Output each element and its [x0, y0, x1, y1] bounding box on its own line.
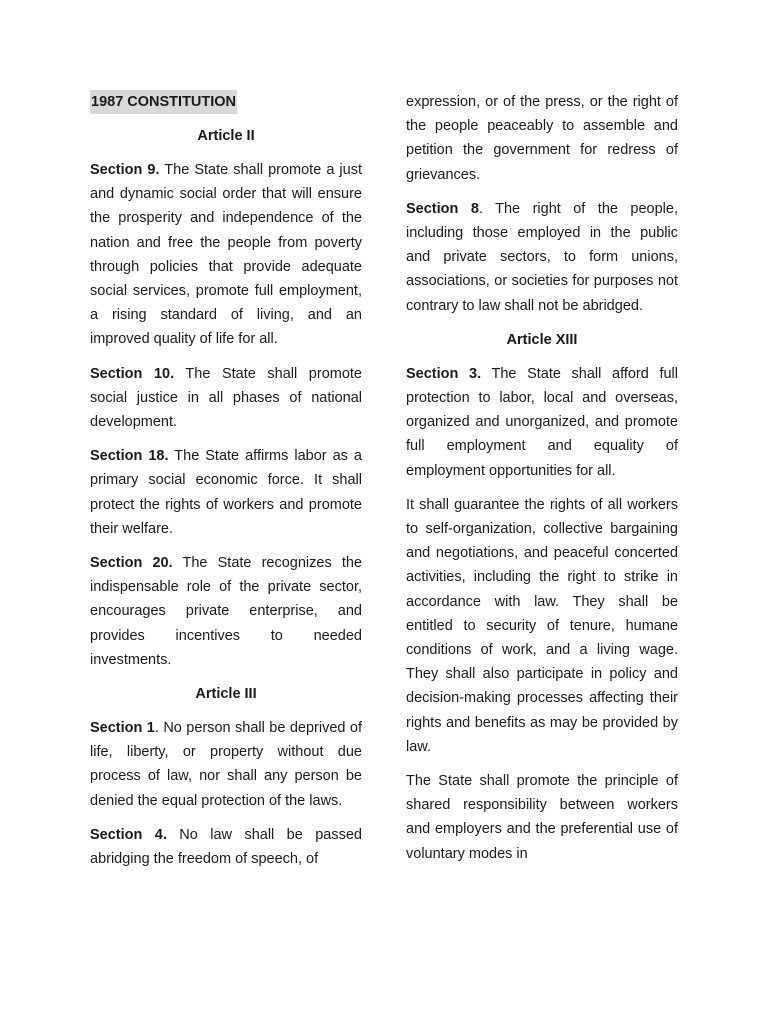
section-label: Section 8 [406, 200, 479, 217]
article-xiii-heading: Article XIII [506, 331, 578, 348]
article-ii-heading: Article II [197, 128, 255, 144]
document-title: 1987 CONSTITUTION [90, 90, 237, 114]
left-column [90, 90, 362, 881]
article-iii-section-8 [406, 197, 678, 318]
article-xiii-paragraph-3: The State shall promote the principle of shared responsibility between workers and employers and the preferential use of voluntary modes in [406, 773, 678, 862]
right-column [406, 90, 678, 876]
article-ii-section-10 [90, 362, 362, 435]
article-iii-section-4-continued: expression, or of the press, or the right of the people peaceably to assemble and petition the government for redress of grievances. [406, 94, 678, 183]
section-text: The State affirms labor as a primary social economic force. It shall protect the rights of workers and promote their welfare. [90, 448, 362, 537]
article-xiii-section-3 [406, 362, 678, 483]
section-label: Section 10. [90, 365, 175, 382]
section-label: Section 18. [90, 448, 169, 465]
section-text: The State shall promote a just and dynamic social order that will ensure the prosperity and independence of the nation and free the people from poverty through policies that provide adequate social services, promote full employment, a rising standard of living, and an improved quality of life for all. [90, 162, 362, 348]
section-label: Section 4. [90, 826, 167, 843]
article-iii-section-1 [90, 716, 362, 813]
article-ii-section-20 [90, 551, 362, 672]
section-label: Section 1 [90, 720, 155, 737]
section-label: Section 9. [90, 162, 160, 178]
section-text: . No person shall be deprived of life, liberty, or property without due process of law, nor shall any person be denied the equal protection of the laws. [90, 720, 362, 809]
section-label: Section 3. [406, 365, 482, 382]
section-text: No law shall be passed abridging the freedom of speech, of [90, 826, 362, 868]
article-xiii-paragraph-2: It shall guarantee the rights of all workers to self-organization, collective bargaining and negotiations, and peaceful concerted activities, including the right to strike in accordance with law. They shall be entitled to security of tenure, humane conditions of work, and a living wage. They shall also participate in policy and decision-making processes affecting their rights and benefits as may be provided by law. [406, 496, 678, 755]
article-iii-heading: Article III [195, 686, 257, 703]
section-text: The State shall afford full protection to labor, local and overseas, organized and unorganized, and promote full employment and equality of employment opportunities for all. [406, 365, 678, 479]
section-label: Section 20. [90, 555, 173, 572]
article-iii-section-4 [90, 823, 362, 871]
article-ii-section-9 [90, 158, 362, 352]
article-ii-section-18 [90, 444, 362, 541]
section-text: . The right of the people, including those employed in the public and private sectors, to form unions, associations, or societies for purposes not contrary to law shall not be abridged. [406, 200, 678, 314]
section-text: The State shall promote social justice in all phases of national development. [90, 365, 362, 431]
section-text: The State recognizes the indispensable role of the private sector, encourages private enterprise, and provides incentives to needed investments. [90, 555, 362, 668]
